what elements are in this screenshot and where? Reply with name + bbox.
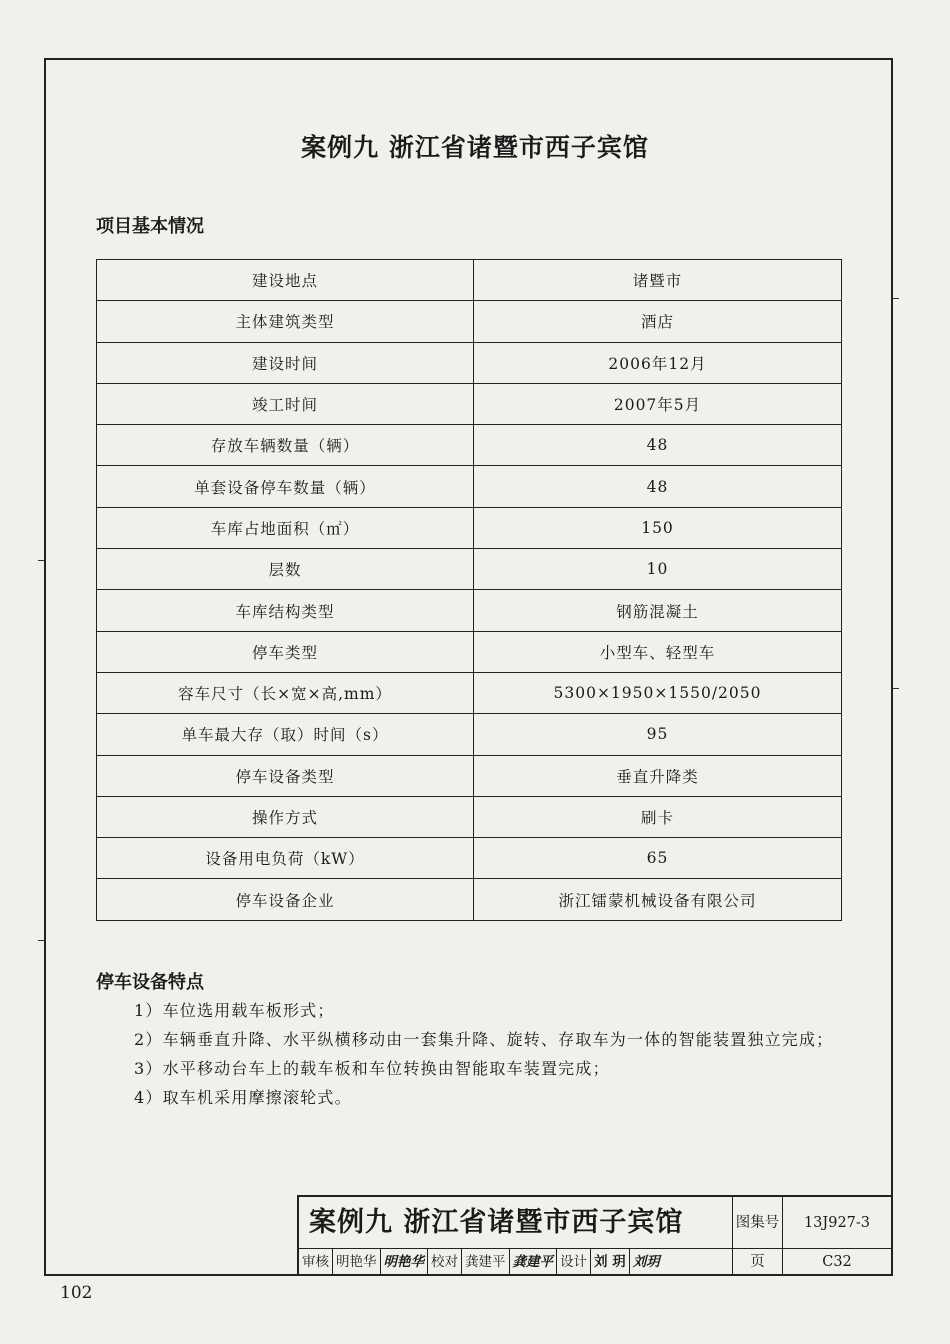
row-label: 容车尺寸（长×宽×高,mm） [97,672,474,713]
row-label: 停车类型 [97,631,474,672]
row-value: 5300×1950×1550/2050 [474,672,842,713]
checker-name: 龚建平 [462,1249,510,1276]
table-row [97,631,842,672]
register-tick [893,298,899,299]
row-label: 单车最大存（取）时间（s） [97,714,474,755]
row-value: 48 [474,425,842,466]
reviewer-name: 明艳华 [333,1249,381,1276]
feature-item: 4）取车机采用摩擦滚轮式。 [134,1088,352,1107]
feature-item: 2）车辆垂直升降、水平纵横移动由一套集升降、旋转、存取车为一体的智能装置独立完成； [134,1030,834,1049]
table-row [97,260,842,301]
row-label: 停车设备企业 [97,879,474,920]
table-row [97,383,842,424]
table-row [97,425,842,466]
table-row [97,466,842,507]
table-row [97,549,842,590]
table-row [97,838,842,879]
designer-signature: 刘玥 [632,1254,660,1270]
review-label: 审核 [299,1249,333,1276]
page-number: 102 [60,1283,93,1303]
row-value: 2006年12月 [474,342,842,383]
row-label: 竣工时间 [97,383,474,424]
page-title: 案例九 浙江省诸暨市西子宾馆 [301,133,649,162]
row-label: 设备用电负荷（kW） [97,838,474,879]
row-value: 65 [474,838,842,879]
atlas-number: 13J927-3 [783,1197,891,1249]
checker-signature: 龚建平 [510,1249,558,1276]
signature-row [299,1249,733,1276]
row-value: 刷卡 [474,796,842,837]
row-value: 150 [474,507,842,548]
table-row [97,342,842,383]
row-label: 存放车辆数量（辆） [97,425,474,466]
register-tick [893,688,899,689]
table-row [97,755,842,796]
row-value: 10 [474,549,842,590]
row-label: 建设时间 [97,342,474,383]
design-label: 设计 [557,1249,591,1276]
title-block [297,1195,893,1276]
table-row [97,301,842,342]
table-row [97,796,842,837]
basic-info-heading: 项目基本情况 [96,216,204,237]
row-value: 48 [474,466,842,507]
basic-info-table [96,259,842,921]
page-label: 页 [733,1249,783,1276]
row-label: 主体建筑类型 [97,301,474,342]
features-list [96,996,841,1112]
feature-item: 1）车位选用载车板形式； [134,1001,335,1020]
row-label: 停车设备类型 [97,755,474,796]
atlas-label: 图集号 [733,1197,783,1249]
row-value: 浙江镭蒙机械设备有限公司 [474,879,842,920]
row-label: 车库占地面积（㎡） [97,507,474,548]
feature-item: 3）水平移动台车上的载车板和车位转换由智能取车装置完成； [134,1059,610,1078]
designer-name: 刘 玥 [591,1249,630,1276]
row-value: 95 [474,714,842,755]
sheet-number: C32 [822,1254,852,1270]
features-heading: 停车设备特点 [96,972,204,993]
table-row [97,672,842,713]
row-label: 车库结构类型 [97,590,474,631]
title-block-title: 案例九 浙江省诸暨市西子宾馆 [299,1197,733,1249]
register-tick [38,940,44,941]
row-value: 诸暨市 [474,260,842,301]
table-row [97,714,842,755]
row-value: 小型车、轻型车 [474,631,842,672]
check-label: 校对 [428,1249,462,1276]
row-value: 钢筋混凝土 [474,590,842,631]
table-row [97,590,842,631]
reviewer-signature: 明艳华 [381,1249,429,1276]
register-tick [38,560,44,561]
row-label: 建设地点 [97,260,474,301]
row-value: 2007年5月 [474,383,842,424]
row-value: 酒店 [474,301,842,342]
table-row [97,879,842,920]
row-label: 单套设备停车数量（辆） [97,466,474,507]
row-value: 垂直升降类 [474,755,842,796]
table-row [97,507,842,548]
row-label: 操作方式 [97,796,474,837]
row-label: 层数 [97,549,474,590]
